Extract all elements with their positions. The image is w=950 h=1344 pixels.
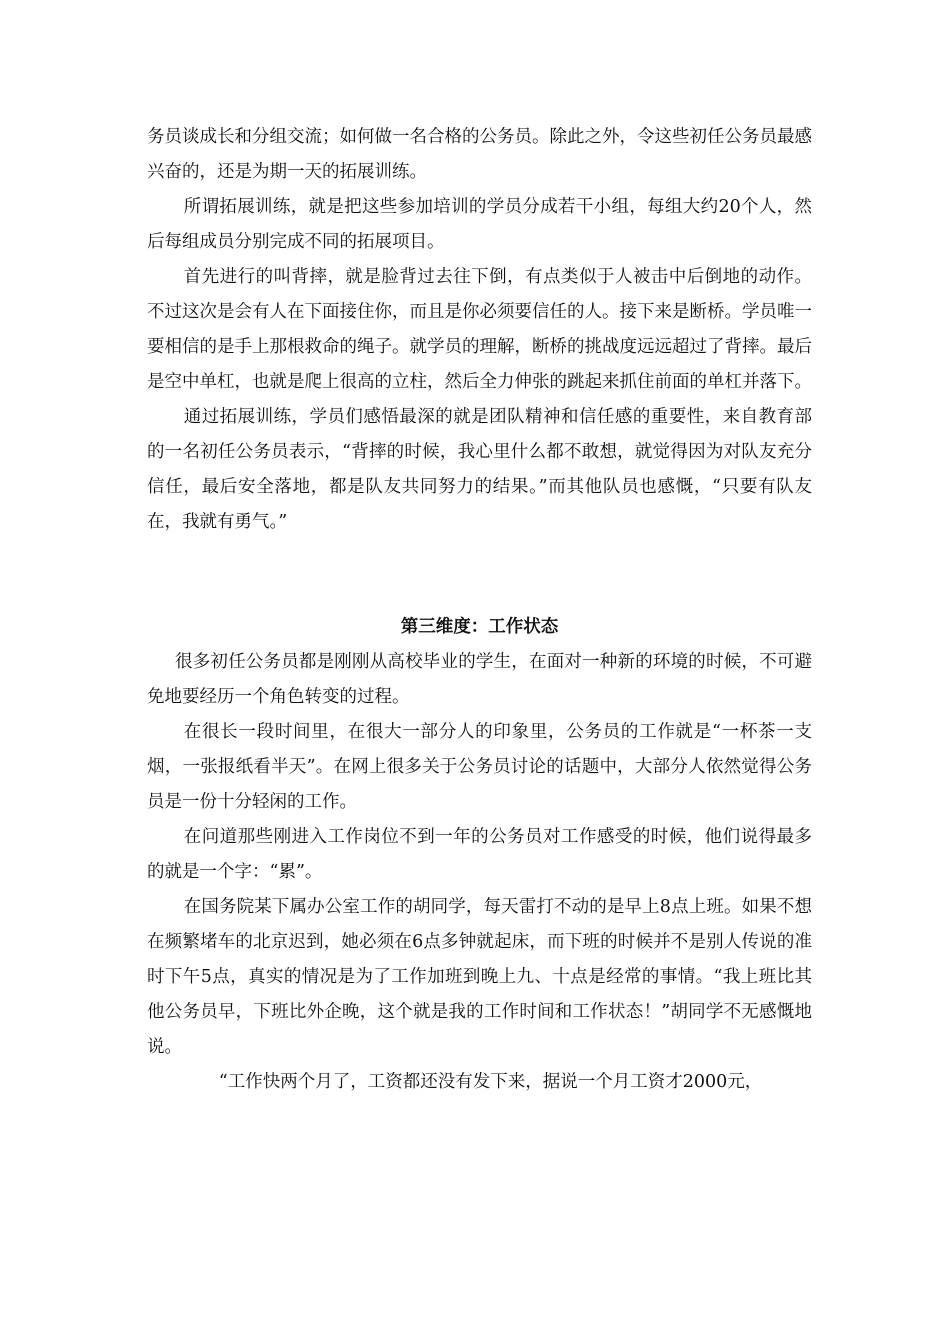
paragraph-work-schedule: 在国务院某下属办公室工作的胡同学，每天雷打不动的是早上8点上班。如果不想在频繁堵车的北京迟到，她必须在6点多钟就起床，而下班的时候并不是别人传说的准时下午5点，真实的情况是为了工作加班到晚上九、十点是经常的事情。“我上班比其他公务员早，下班比外企晚，这个就是我的工作时间和工作状态！”胡同学不无感慨地说。	[147, 897, 812, 1057]
paragraph-role-change: 很多初任公务员都是刚刚从高校毕业的学生，在面对一种新的环境的时候，不可避免地要经历一个角色转变的过程。	[147, 652, 812, 707]
paragraph-expansion-training: 所谓拓展训练，就是把这些参加培训的学员分成若干小组，每组大约20个人，然后每组成员分别完成不同的拓展项目。	[147, 197, 812, 252]
paragraph-team-spirit: 通过拓展训练，学员们感悟最深的就是团队精神和信任感的重要性，来自教育部的一名初任公务员表示，“背摔的时候，我心里什么都不敢想，就觉得因为对队友充分信任，最后安全落地，都是队友共同努力的结果。”而其他队员也感慨，“只要有队友在，我就有勇气。”	[147, 407, 812, 532]
paragraph-public-impression: 在很长一段时间里，在很大一部分人的印象里，公务员的工作就是“一杯茶一支烟，一张报纸看半天”。在网上很多关于公务员讨论的话题中，大部分人依然觉得公务员是一份十分轻闲的工作。	[147, 722, 812, 812]
document-body	[147, 120, 812, 1100]
section-heading: 第三维度：工作状态	[400, 617, 559, 637]
paragraph-salary-quote: “工作快两个月了，工资都还没有发下来，据说一个月工资才2000元，	[218, 1072, 763, 1092]
section-spacer	[147, 540, 812, 610]
paragraph-training-topics: 务员谈成长和分组交流；如何做一名合格的公务员。除此之外，令这些初任公务员最感兴奋的，还是为期一天的拓展训练。	[147, 127, 812, 182]
paragraph-training-items: 首先进行的叫背摔，就是脸背过去往下倒，有点类似于人被击中后倒地的动作。不过这次是会有人在下面接住你，而且是你必须要信任的人。接下来是断桥。学员唯一要相信的是手上那根救命的绳子。就学员的理解，断桥的挑战度远远超过了背摔。最后是空中单杠，也就是爬上很高的立柱，然后全力伸张的跳起来抓住前面的单杠并落下。	[147, 267, 812, 392]
paragraph-work-feeling: 在问道那些刚进入工作岗位不到一年的公务员对工作感受的时候，他们说得最多的就是一个字：“累”。	[147, 827, 812, 882]
